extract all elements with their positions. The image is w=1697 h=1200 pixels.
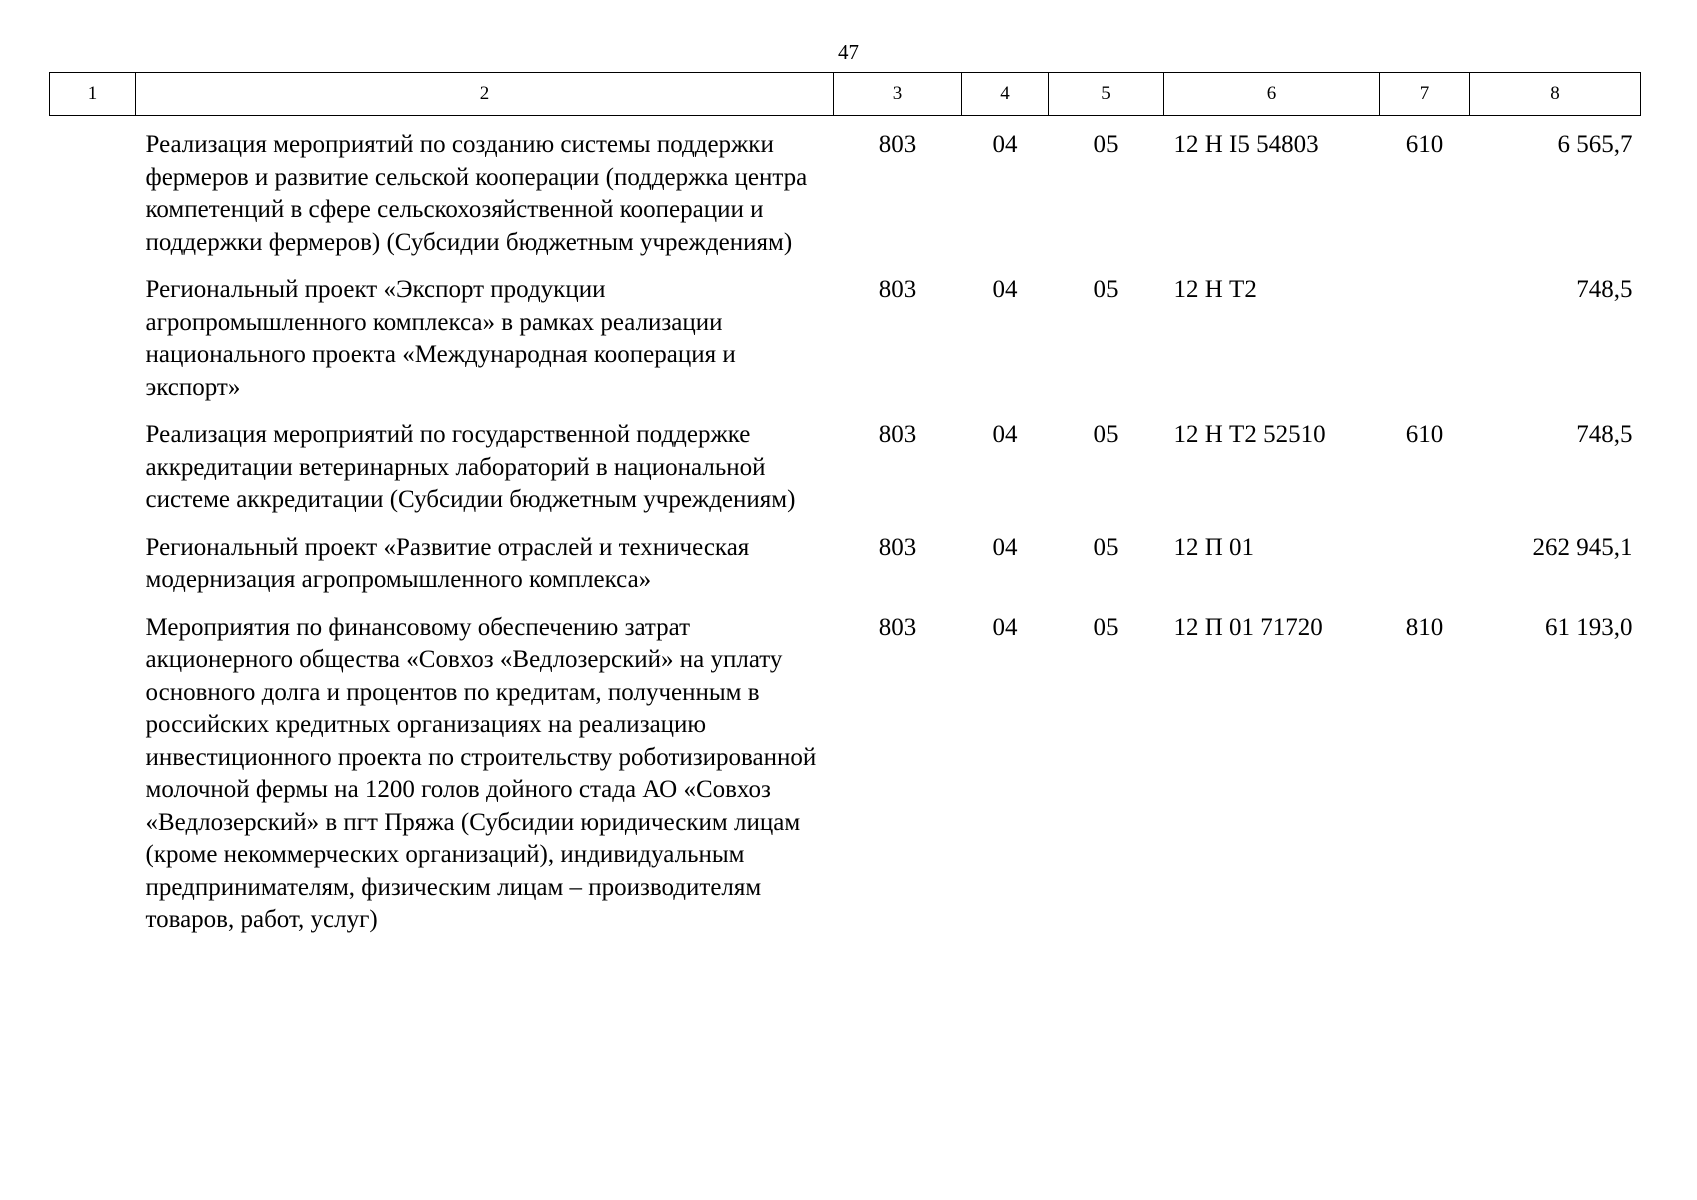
row-target-article: 12 Н I5 54803 bbox=[1173, 131, 1319, 158]
row-amount: 748,5 bbox=[1576, 421, 1633, 448]
row-description: Реализация мероприятий по созданию системы поддержки фермеров и развитие сельской кооперации (поддержка центра компетенций в сфере сельскохозяйственной кооперации и поддержки фермеров) (Субсидии бюджетным учреждениям) bbox=[145, 131, 808, 256]
row-ministry-code: 803 bbox=[878, 276, 917, 303]
row-expense-type: 810 bbox=[1405, 613, 1444, 641]
row-amount: 262 945,1 bbox=[1532, 533, 1633, 561]
row-description: Мероприятия по финансовому обеспечению затрат акционерного общества «Совхоз «Ведлозерский» на уплату основного долга и процентов по кредитам, полученным в российских кредитных организациях на реализацию инвестиционного проекта по строительству роботизированной молочной фермы на 1200 голов дойного стада АО «Совхоз «Ведлозерский» в пгт Пряжа (Субсидии юридическим лицам (кроме некоммерческих организаций), индивидуальным предпринимателям, физическим лицам – производителям товаров, работ, услуг) bbox=[145, 613, 817, 933]
row-section-code: 04 bbox=[992, 276, 1018, 303]
row-section-code: 04 bbox=[992, 421, 1018, 448]
header-col-2: 2 bbox=[136, 73, 834, 116]
row-ministry-code: 803 bbox=[878, 421, 917, 448]
row-description: Региональный проект «Экспорт продукции агропромышленного комплекса» в рамках реализации национального проекта «Международная кооперация и экспорт» bbox=[145, 276, 736, 401]
row-ministry-code: 803 bbox=[878, 131, 917, 158]
row-target-article: 12 Н Т2 bbox=[1173, 276, 1257, 303]
column-number-header-row bbox=[50, 73, 1641, 116]
table-row bbox=[50, 532, 1641, 612]
row-code-cell bbox=[50, 532, 136, 612]
row-ministry-code: 803 bbox=[878, 613, 917, 641]
row-expense-type: 610 bbox=[1405, 421, 1444, 448]
header-col-4: 4 bbox=[962, 73, 1049, 116]
row-code-cell bbox=[50, 612, 136, 952]
row-section-code: 04 bbox=[992, 131, 1018, 158]
row-expense-type bbox=[1380, 532, 1470, 612]
row-code-cell bbox=[50, 274, 136, 419]
header-col-3: 3 bbox=[834, 73, 962, 116]
header-col-1: 1 bbox=[50, 73, 136, 116]
row-subsection-code: 05 bbox=[1093, 276, 1119, 303]
row-ministry-code: 803 bbox=[878, 533, 917, 561]
row-amount: 6 565,7 bbox=[1557, 131, 1633, 158]
row-amount: 748,5 bbox=[1576, 276, 1633, 303]
header-col-8: 8 bbox=[1470, 73, 1641, 116]
row-target-article: 12 Н Т2 52510 bbox=[1173, 421, 1326, 448]
row-code-cell bbox=[50, 419, 136, 532]
row-subsection-code: 05 bbox=[1093, 421, 1119, 448]
row-amount: 61 193,0 bbox=[1545, 613, 1633, 641]
table-row bbox=[50, 274, 1641, 419]
row-section-code: 04 bbox=[992, 533, 1018, 561]
budget-table bbox=[49, 72, 1641, 952]
row-target-article: 12 П 01 bbox=[1173, 533, 1255, 561]
header-col-5: 5 bbox=[1049, 73, 1164, 116]
header-col-7: 7 bbox=[1380, 73, 1470, 116]
row-subsection-code: 05 bbox=[1093, 613, 1119, 641]
row-subsection-code: 05 bbox=[1093, 533, 1119, 561]
table-row bbox=[50, 419, 1641, 532]
row-expense-type bbox=[1380, 274, 1470, 419]
table-row bbox=[50, 612, 1641, 952]
row-subsection-code: 05 bbox=[1093, 131, 1119, 158]
row-description: Реализация мероприятий по государственной поддержке аккредитации ветеринарных лабораторий в национальной системе аккредитации (Субсидии бюджетным учреждениям) bbox=[145, 421, 796, 513]
row-section-code: 04 bbox=[992, 613, 1018, 641]
row-target-article: 12 П 01 71720 bbox=[1173, 613, 1323, 641]
table-row bbox=[50, 116, 1641, 275]
page-number: 47 bbox=[838, 40, 859, 64]
row-description: Региональный проект «Развитие отраслей и техническая модернизация агропромышленного комплекса» bbox=[145, 533, 750, 593]
row-expense-type: 610 bbox=[1405, 131, 1444, 158]
header-col-6: 6 bbox=[1164, 73, 1380, 116]
row-code-cell bbox=[50, 116, 136, 275]
